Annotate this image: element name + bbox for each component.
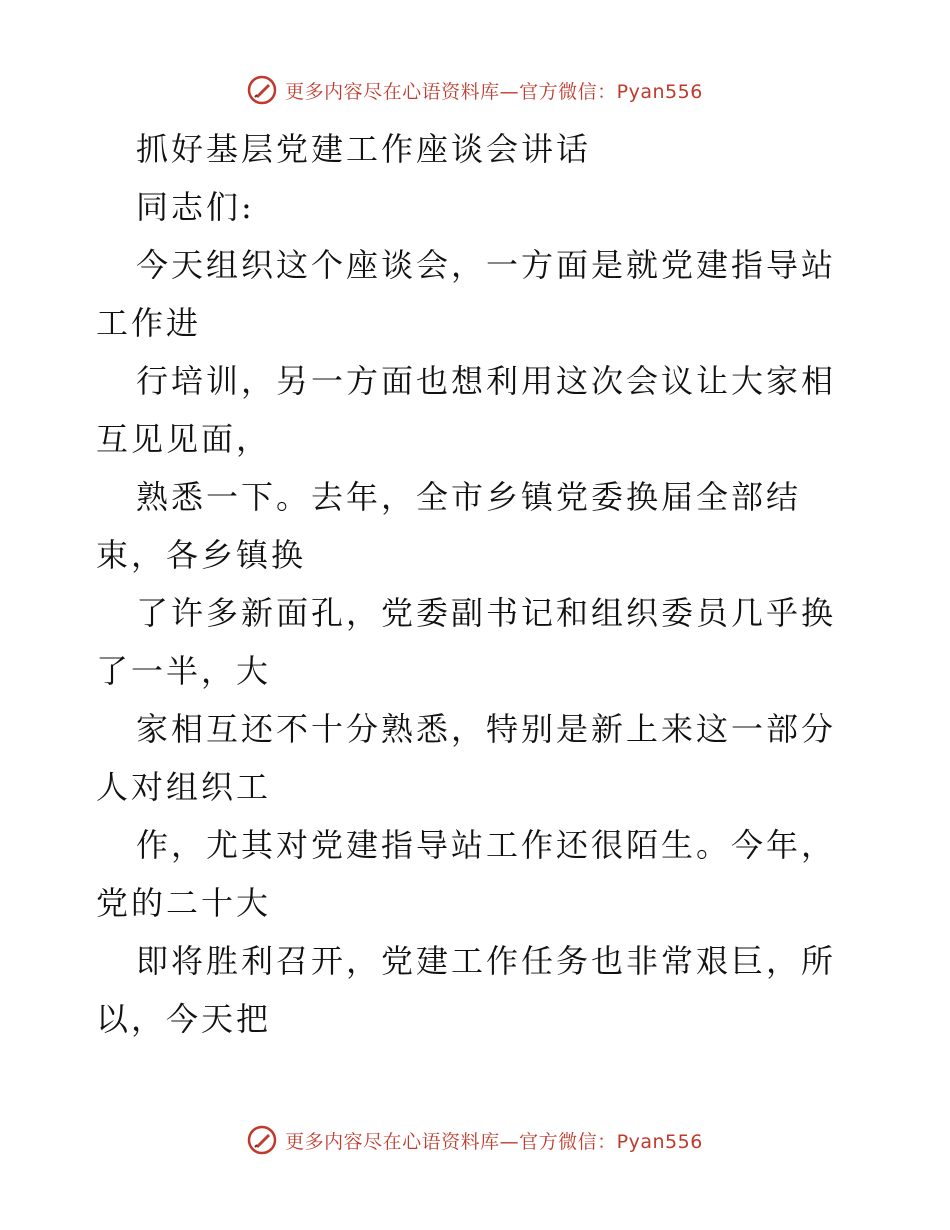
- watermark-text: 更多内容尽在心语资料库—官方微信：Pyan556: [285, 80, 703, 103]
- body-paragraph: 作，尤其对党建指导站工作还很陌生。今年，党的二十大: [96, 826, 837, 922]
- salutation: 同志们:: [136, 188, 255, 226]
- body-paragraph: 家相互还不十分熟悉，特别是新上来这一部分人对组织工: [96, 710, 837, 806]
- body-paragraph: 行培训，另一方面也想利用这次会议让大家相互见见面，: [96, 362, 837, 458]
- quill-logo-icon: [247, 75, 277, 105]
- body-paragraph: 今天组织这个座谈会，一方面是就党建指导站工作进: [96, 246, 837, 342]
- document-title: 抓好基层党建工作座谈会讲话: [136, 130, 592, 168]
- watermark-text: 更多内容尽在心语资料库—官方微信：Pyan556: [285, 1130, 703, 1153]
- footer-watermark: [0, 1120, 950, 1160]
- body-paragraph: 熟悉一下。去年，全市乡镇党委换届全部结束，各乡镇换: [96, 478, 802, 574]
- document-body: [96, 120, 856, 1048]
- quill-logo-icon: [247, 1125, 277, 1155]
- header-watermark: [0, 70, 950, 110]
- body-paragraph: 即将胜利召开，党建工作任务也非常艰巨，所以，今天把: [96, 942, 837, 1038]
- body-paragraph: 了许多新面孔，党委副书记和组织委员几乎换了一半，大: [96, 594, 837, 690]
